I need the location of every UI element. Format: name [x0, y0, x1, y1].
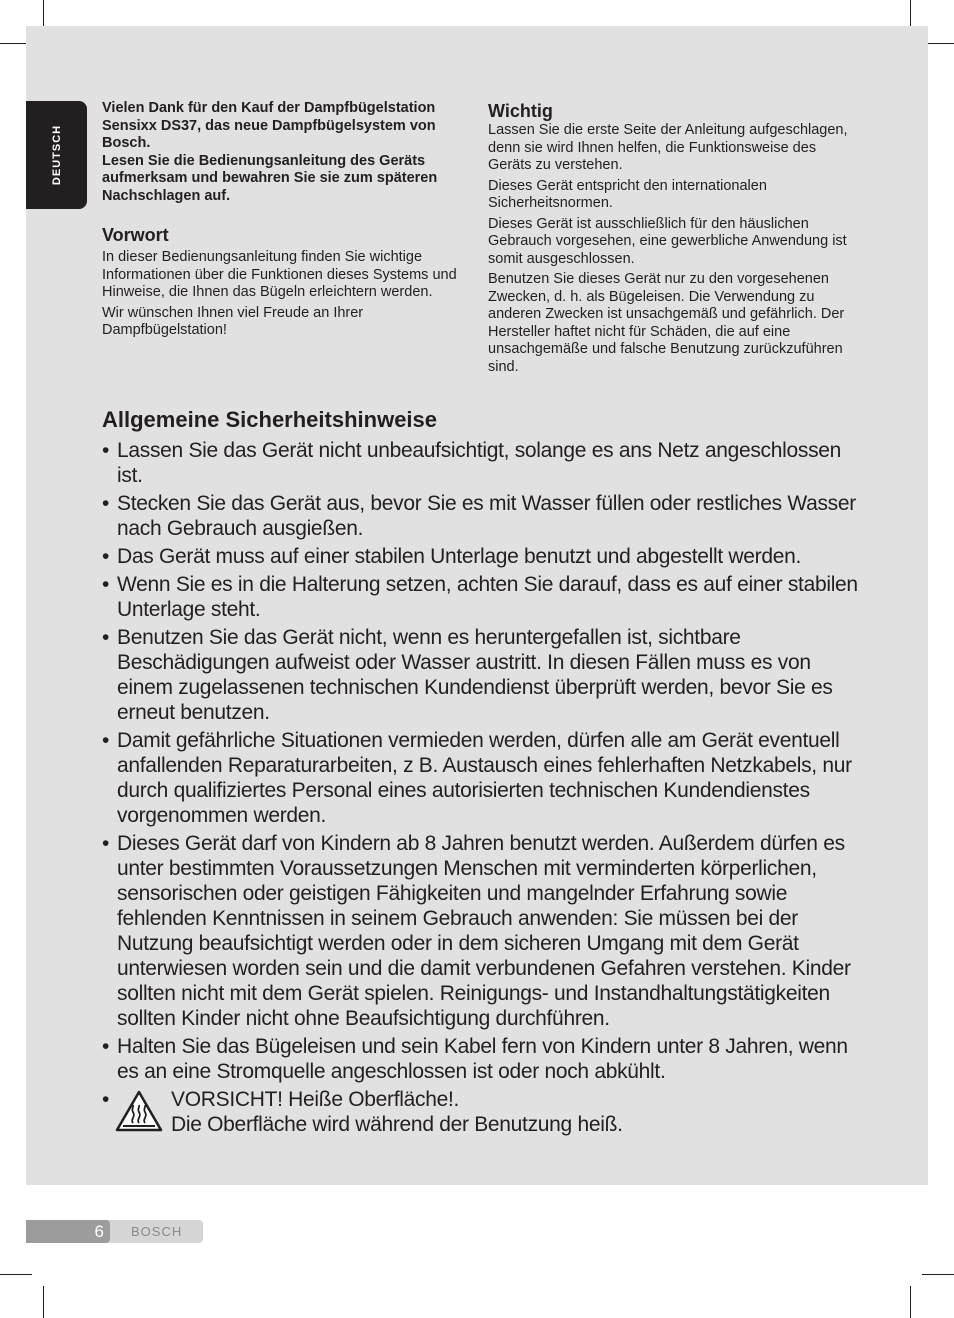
hot-surface-warning	[102, 1087, 862, 1139]
crop-mark	[0, 1274, 32, 1275]
hot-surface-warning-icon	[115, 1090, 163, 1132]
crop-mark	[910, 1286, 911, 1318]
vorwort-paragraph-1: In dieser Bedienungsanleitung finden Sie wichtige Informationen über die Funktionen dieses Systems und Hinweise, die Ihnen das Bügeln erleichtern werden.	[102, 249, 457, 300]
crop-mark	[43, 1286, 44, 1318]
safety-item: • Benutzen Sie das Gerät nicht, wenn es heruntergefallen ist, sichtbare Beschädigungen aufweist oder Wasser austritt. In diesen Fällen muss es von einem zugelassenen technischen Kundendienst überprüft werden, bevor Sie es erneut benutzen.	[102, 625, 862, 725]
intro-read-manual: Lesen Sie die Bedienungsanleitung des Geräts aufmerksam und bewahren Sie sie zum späteren Nachschlagen auf.	[102, 152, 438, 204]
safety-item: • Das Gerät muss auf einer stabilen Unterlage benutzt und abgestellt werden.	[102, 544, 862, 569]
page-number: 6	[26, 1220, 110, 1243]
wichtig-paragraph-4: Benutzen Sie dieses Gerät nur zu den vorgesehenen Zwecken, d. h. als Bügeleisen. Die Verwendung zu anderen Zwecken ist unsachgemäß und gefährlich. Der Hersteller haftet nicht für Schäden, die auf eine unsachgemäße und falsche Benutzung zurückzuführen sind.	[488, 271, 845, 375]
wichtig-heading: Wichtig	[488, 101, 553, 121]
safety-item: • Halten Sie das Bügeleisen und sein Kabel fern von Kindern unter 8 Jahren, wenn es an eine Stromquelle angeschlossen ist oder noch abkühlt.	[102, 1034, 862, 1084]
intro-thanks: Vielen Dank für den Kauf der Dampfbügelstation Sensixx DS37, das neue Dampfbügelsystem von Bosch.	[102, 100, 436, 151]
vorwort-heading: Vorwort	[102, 225, 169, 245]
crop-mark	[922, 1274, 954, 1275]
safety-item: • Dieses Gerät darf von Kindern ab 8 Jahren benutzt werden. Außerdem dürfen es unter bestimmten Voraussetzungen Menschen mit verminderten körperlichen, sensorischen oder geistigen Fähigkeiten und mangelnder Erfahrung sowie fehlenden Kenntnissen in seinem Gebrauch anwenden: Sie müssen bei der Nutzung beaufsichtigt werden oder in dem sicheren Umgang mit dem Gerät unterwiesen worden sein und die damit verbundenen Gefahren verstehen. Kinder sollten nicht mit dem Gerät spielen. Reinigungs- und Instandhaltungstätigkeiten sollten Kinder nicht ohne Beaufsichtigung durchführen.	[102, 831, 862, 1031]
hot-surface-warning-text	[171, 1087, 623, 1137]
safety-item: • Lassen Sie das Gerät nicht unbeaufsichtigt, solange es ans Netz angeschlossen ist.	[102, 438, 862, 488]
wichtig-column	[488, 100, 853, 376]
safety-item: • Wenn Sie es in die Halterung setzen, achten Sie darauf, dass es auf einer stabilen Unterlage steht.	[102, 572, 862, 622]
safety-item: • Damit gefährliche Situationen vermieden werden, dürfen alle am Gerät eventuell anfallenden Reparaturarbeiten, z B. Austausch eines fehlerhaften Netzkabels, nur durch qualifiziertes Personal eines autorisierten technischen Kundendienstes vorgenommen werden.	[102, 728, 862, 828]
wichtig-paragraph-3: Dieses Gerät ist ausschließlich für den häuslichen Gebrauch vorgesehen, eine gewerbliche Anwendung ist somit ausgeschlossen.	[488, 215, 847, 267]
wichtig-paragraph-2: Dieses Gerät entspricht den internationalen Sicherheitsnormen.	[488, 177, 767, 211]
language-tab	[26, 101, 87, 209]
vorwort-paragraph-2: Wir wünschen Ihnen viel Freude an Ihrer Dampfbügelstation!	[102, 304, 364, 338]
footer-brand: BOSCH	[131, 1224, 183, 1239]
warning-title: • VORSICHT! Heiße Oberfläche!.	[171, 1088, 460, 1111]
intro-column	[102, 100, 457, 340]
safety-item: • Stecken Sie das Gerät aus, bevor Sie es mit Wasser füllen oder restliches Wasser nach Gebrauch ausgießen.	[102, 491, 862, 541]
wichtig-paragraph-1: Lassen Sie die erste Seite der Anleitung aufgeschlagen, denn sie wird Ihnen helfen, die Funktionsweise des Geräts zu verstehen.	[488, 122, 848, 173]
safety-heading: Allgemeine Sicherheitshinweise	[102, 407, 438, 432]
warning-description: Die Oberfläche wird während der Benutzung heiß.	[171, 1113, 623, 1136]
safety-list	[102, 438, 862, 1142]
language-tab-label: DEUTSCH	[50, 124, 63, 186]
